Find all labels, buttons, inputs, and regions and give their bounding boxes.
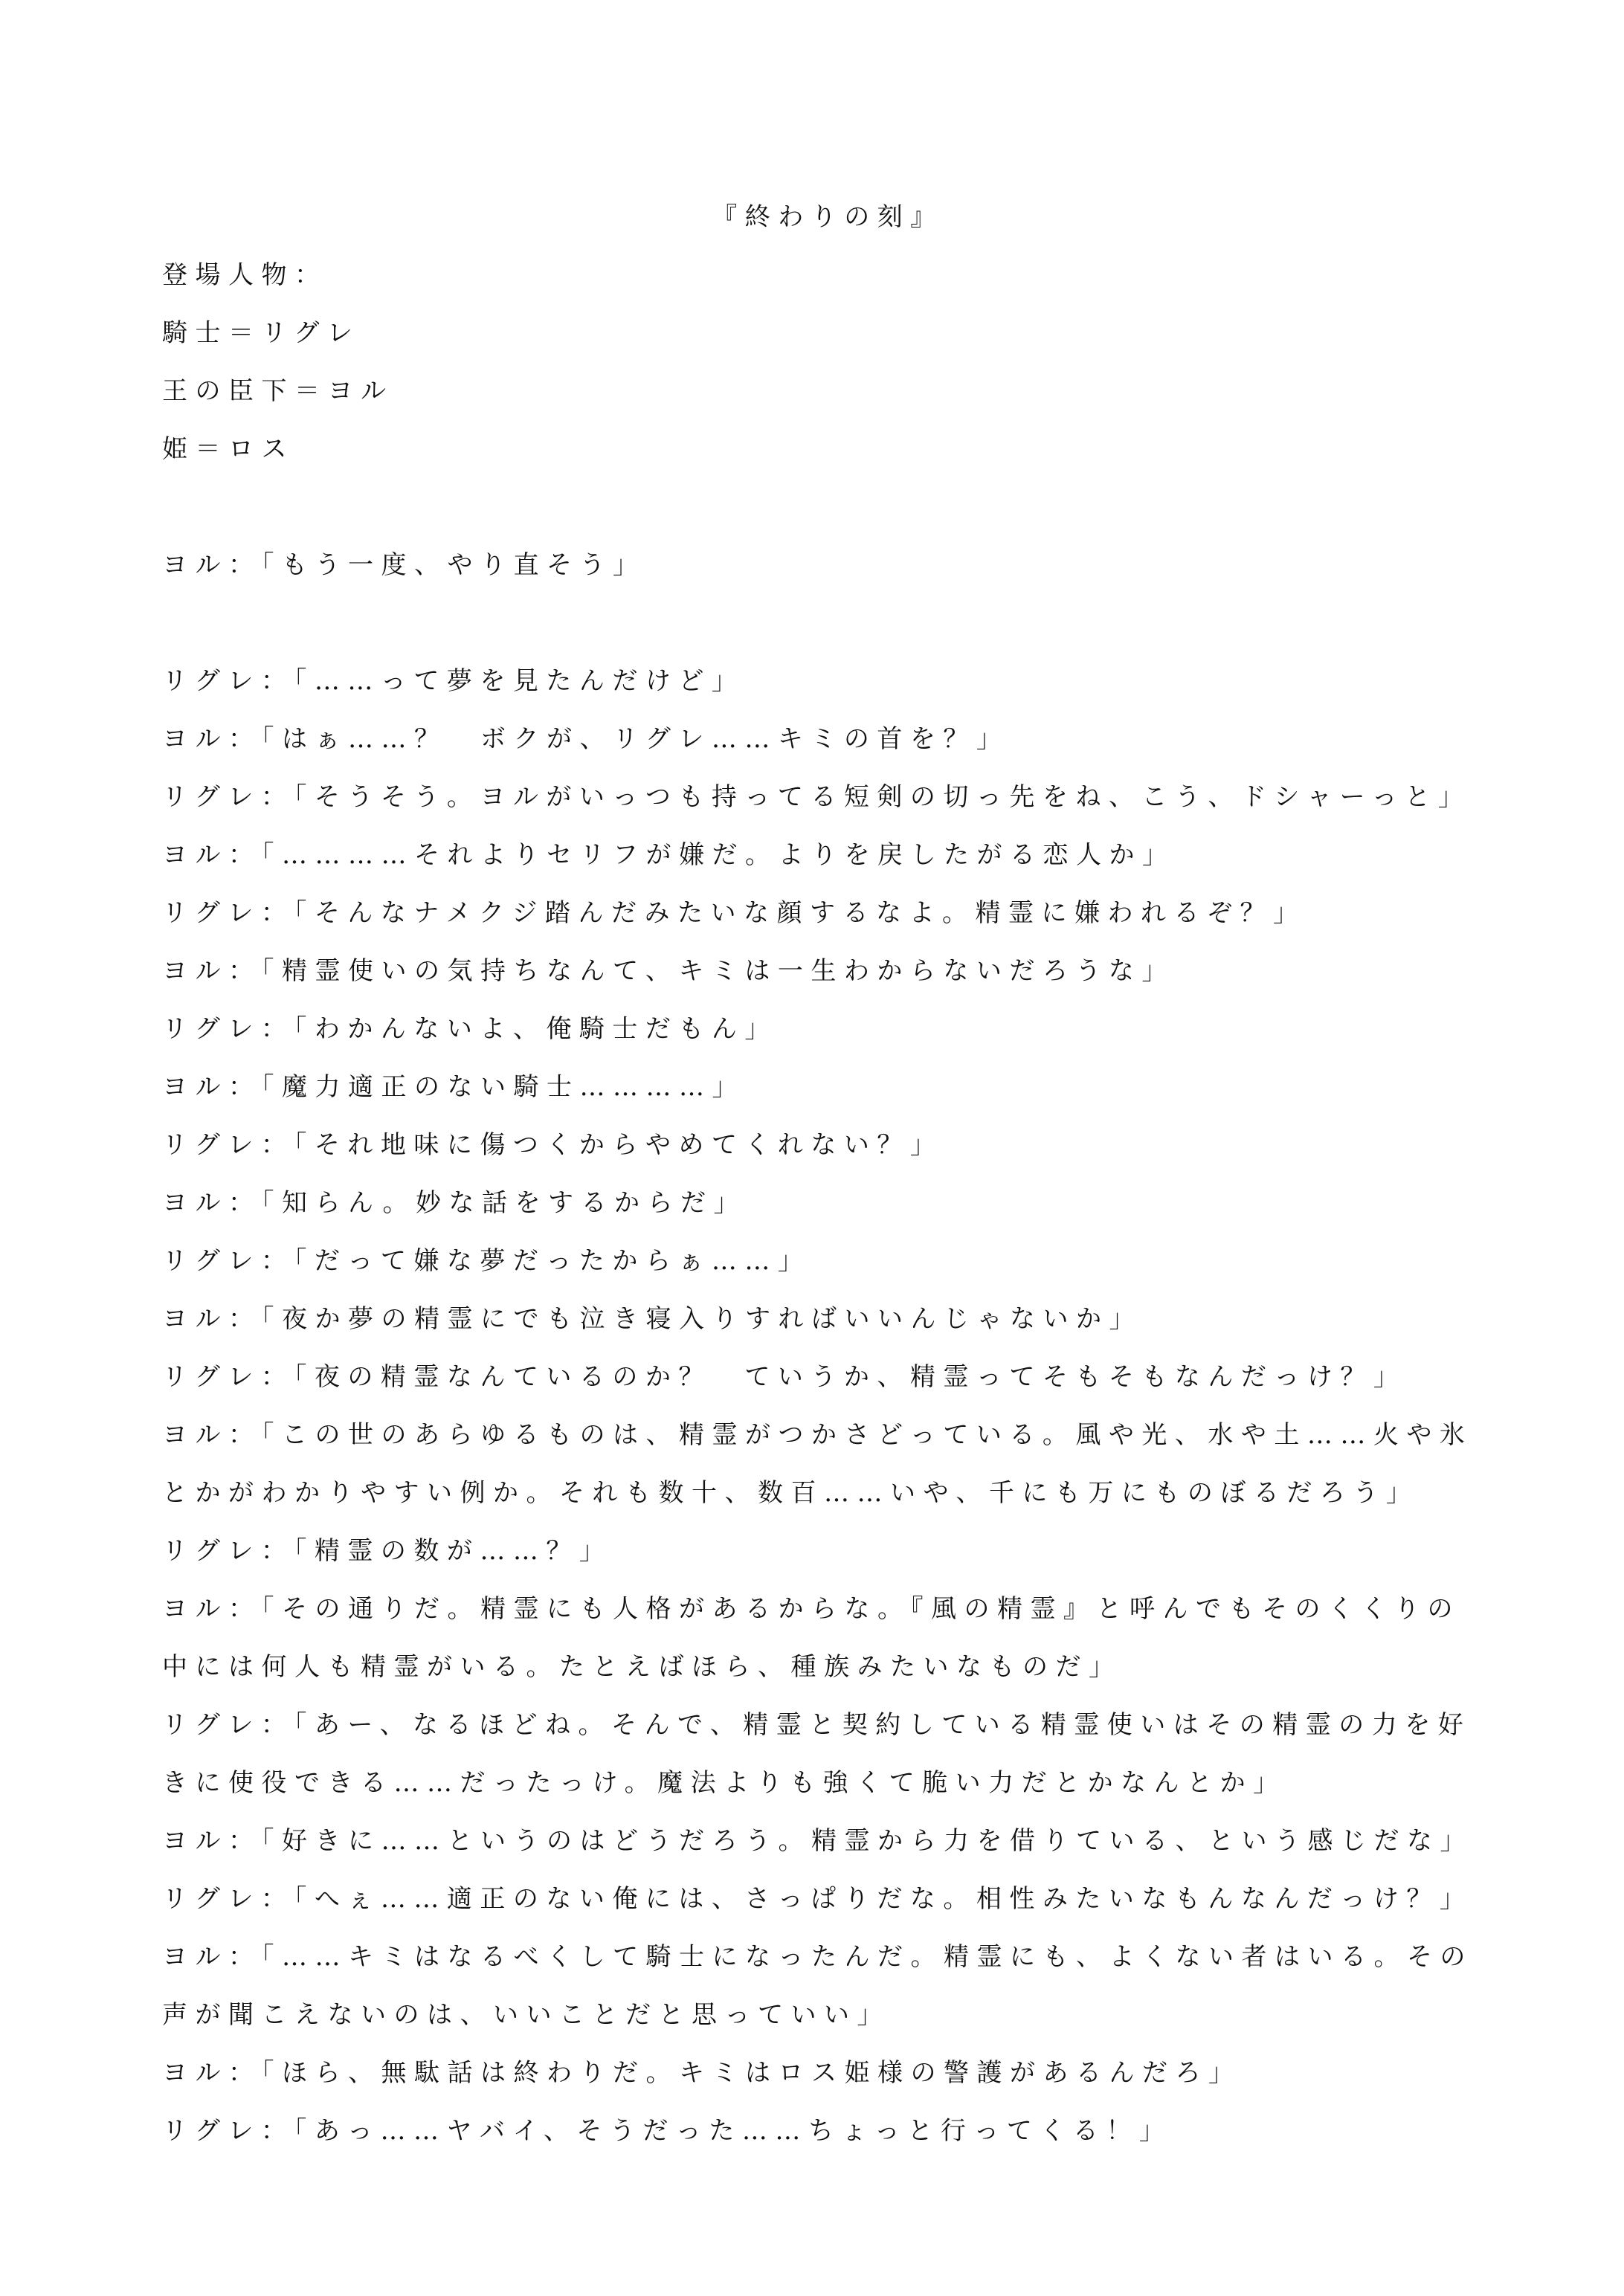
- dialogue-line: ヨル：「この世のあらゆるものは、精霊がつかさどっている。風や光、水や土……火や氷: [162, 1420, 1473, 1450]
- blank-line: [162, 594, 1493, 652]
- dialogue-line: リグレ：「そんなナメクジ踏んだみたいな顔するなよ。精霊に嫌われるぞ？」: [162, 898, 1306, 928]
- dialogue-line: リグレ：「あー、なるほどね。そんで、精霊と契約している精霊使いはその精霊の力を好: [162, 1710, 1472, 1740]
- dialogue-line: リグレ：「へぇ……適正のない俺には、さっぱりだな。相性みたいなもんなんだっけ？」: [162, 1884, 1473, 1914]
- dialogue-line: ヨル：「精霊使いの気持ちなんて、キミは一生わからないだろうな」: [162, 956, 1175, 986]
- dialogue-line: ヨル：「はぁ……？ ボクが、リグレ……キミの首を？」: [162, 724, 1010, 754]
- cast-member: 姫＝ロス: [162, 434, 294, 464]
- dialogue-line: リグレ：「あっ……ヤバイ、そうだった……ちょっと行ってくる！」: [162, 2116, 1173, 2146]
- dialogue-line: リグレ：「そうそう。ヨルがいっつも持ってる短剣の切っ先をね、こう、ドシャーっと」: [162, 782, 1472, 812]
- dialogue-line: とかがわかりやすい例か。それも数十、数百……いや、千にも万にものぼるだろう」: [162, 1478, 1420, 1508]
- cast-member: 王の臣下＝ヨル: [162, 376, 394, 406]
- prologue-line: ヨル：「もう一度、やり直そう」: [162, 550, 646, 580]
- document-page: [162, 188, 1493, 2160]
- blank-line: [162, 478, 1493, 536]
- cast-heading: 登場人物：: [162, 260, 328, 290]
- dialogue-line: リグレ：「だって嫌な夢だったからぁ……」: [162, 1246, 811, 1276]
- dialogue-line: 中には何人も精霊がいる。たとえばほら、種族みたいなものだ」: [162, 1652, 1122, 1682]
- dialogue-line: リグレ：「わかんないよ、俺騎士だもん」: [162, 1014, 778, 1044]
- dialogue-line: リグレ：「それ地味に傷つくからやめてくれない？」: [162, 1130, 944, 1160]
- dialogue-line: 声が聞こえないのは、いいことだと思っていい」: [162, 2000, 890, 2030]
- dialogue-line: ヨル：「ほら、無駄話は終わりだ。キミはロス姫様の警護があるんだろ」: [162, 2058, 1242, 2088]
- dialogue-line: ヨル：「その通りだ。精霊にも人格があるからな。『風の精霊』と呼んでもそのくくりの: [162, 1594, 1460, 1624]
- dialogue-line: リグレ：「精霊の数が……？」: [162, 1536, 613, 1566]
- dialogue-line: ヨル：「好きに……というのはどうだろう。精霊から力を借りている、という感じだな」: [162, 1826, 1473, 1856]
- dialogue-line: リグレ：「夜の精霊なんているのか？ ていうか、精霊ってそもそもなんだっけ？」: [162, 1362, 1407, 1392]
- dialogue-line: リグレ：「……って夢を見たんだけど」: [162, 666, 745, 696]
- document-title: 『終わりの刻』: [712, 202, 944, 232]
- dialogue-line: ヨル：「…………それよりセリフが嫌だ。よりを戻したがる恋人か」: [162, 840, 1176, 870]
- dialogue-line: ヨル：「魔力適正のない騎士…………」: [162, 1072, 745, 1102]
- dialogue-line: きに使役できる……だったっけ。魔法よりも強くて脆い力だとかなんとか」: [162, 1768, 1286, 1798]
- dialogue-line: ヨル：「夜か夢の精霊にでも泣き寝入りすればいいんじゃないか」: [162, 1304, 1142, 1334]
- cast-member: 騎士＝リグレ: [162, 318, 361, 348]
- dialogue-line: ヨル：「……キミはなるべくして騎士になったんだ。精霊にも、よくない者はいる。その: [162, 1942, 1473, 1972]
- dialogue-line: ヨル：「知らん。妙な話をするからだ」: [162, 1188, 747, 1218]
